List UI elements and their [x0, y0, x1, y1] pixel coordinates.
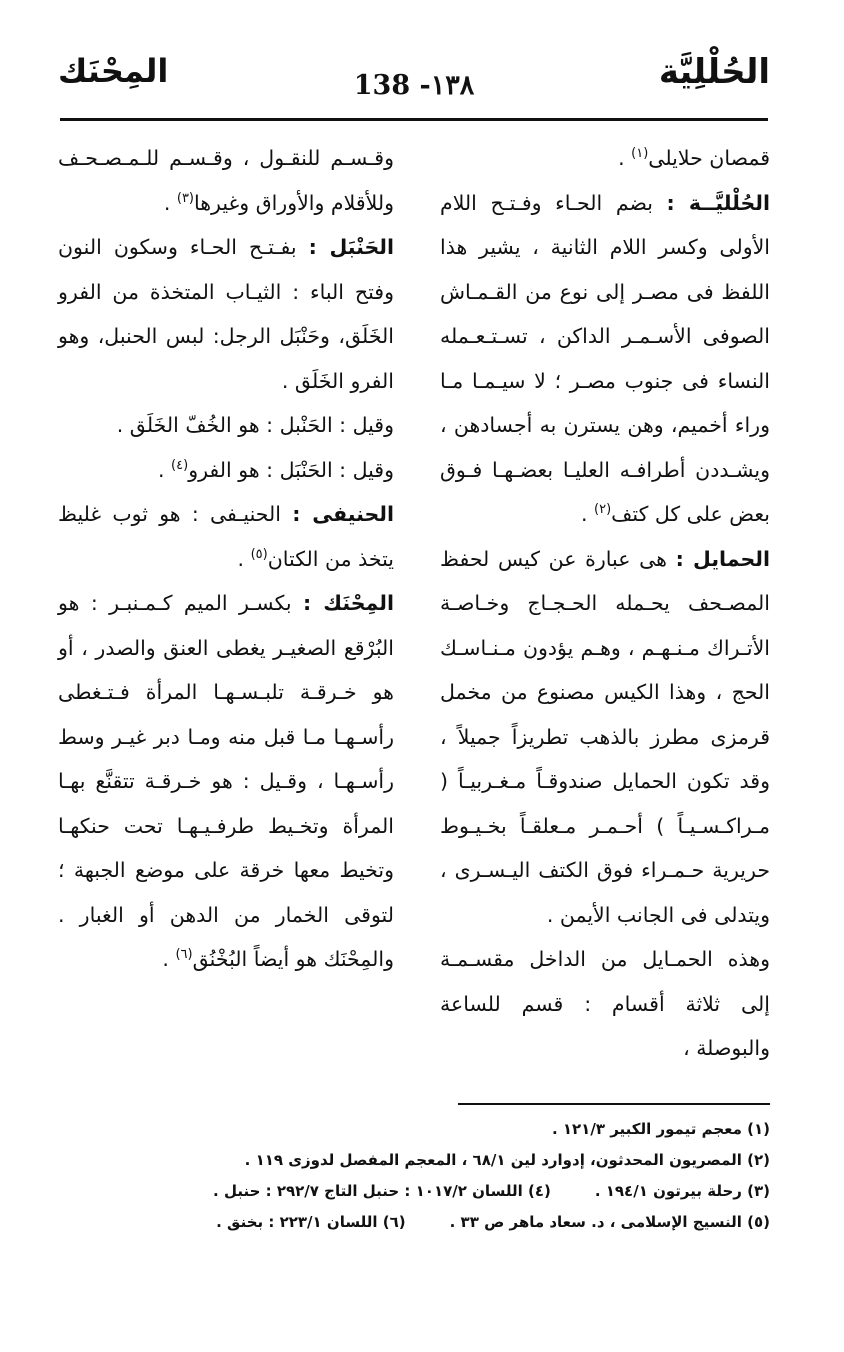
entry-term: المِحْنَك :	[303, 591, 394, 615]
paragraph	[58, 581, 394, 982]
footnote: (١) معجم تيمور الكبير ١٢١/٣ .	[551, 1120, 770, 1138]
entry-term: الحمايل :	[675, 546, 770, 571]
header-rule	[60, 118, 768, 121]
entry-end: .	[237, 546, 251, 571]
entry-end: .	[162, 947, 176, 971]
entry-text: هى عبارة عن كيس لحفظ المصـحف يحـمله الحـجـاج وخـاصـة الأتـراك مـنـهـم ، وهـم يؤدون مـنـاسـك الحج ، وهذا الكيس مصنوع من مخمل قرمزى مطرز بالذهب تطريزاً جميلاً ، وقد تكون الحمايل صندوقـاً مـغـربيـاً ( مـراكـسـيـاً ) أحـمـر مـعلقـاً بخـيـوط حريرية حـمـراء فوق الكتف اليـسـرى ، ويتدلى فى الجانب الأيمن .	[440, 546, 770, 927]
paragraph	[440, 937, 770, 1071]
footnote: (٢) المصريون المحدثون، إدوارد لين ٦٨/١ ، المعجم المفصل لدوزى ١١٩ .	[244, 1151, 770, 1169]
left-column	[58, 136, 394, 982]
footnote: (٥) النسيج الإسلامى ، د. سعاد ماهر ص ٣٣ .	[449, 1213, 770, 1231]
footnote-ref: (٦)	[175, 947, 193, 963]
paragraph	[58, 403, 394, 448]
footnote-rule	[458, 1103, 770, 1105]
entry-text: قمصان حلايلى	[648, 146, 770, 170]
entry-end: .	[580, 502, 595, 526]
paragraph	[58, 225, 394, 403]
entry-text: بفـتـح الحـاء وسكون النون وفتح الباء : الثيـاب المتخذة من الفرو الخَلَق، وحَنْبَل الرجل: لبس الحنبل، وهو الفرو الخَلَق .	[58, 235, 394, 393]
entry-term: الحَنْبَل :	[308, 235, 394, 259]
entry-end: .	[618, 146, 632, 170]
footnote-line	[58, 1176, 770, 1207]
entry-end: .	[158, 457, 172, 482]
footnote: (٦) اللسان ٢٢٣/١ : بخنق .	[216, 1213, 406, 1231]
footnote: (٣) رحلة بيرتون ١٩٤/١ .	[594, 1182, 770, 1200]
footnote-ref: (٢)	[594, 502, 612, 518]
paragraph	[58, 136, 394, 225]
footnote-line	[58, 1207, 770, 1238]
page-number: 138 -١٣٨	[353, 70, 475, 101]
footnote-line	[58, 1145, 770, 1176]
entry-term: الحُلْليَّــة :	[666, 190, 770, 215]
footnote-ref: (٣)	[176, 190, 194, 206]
running-header	[58, 50, 770, 110]
entry-text: الحنيـفى : هو ثوب غليظ يتخذ من الكتان	[58, 502, 394, 571]
paragraph	[440, 537, 770, 938]
right-column	[440, 136, 770, 1071]
paragraph	[58, 492, 394, 581]
footnote-ref: (١)	[631, 146, 649, 162]
entry-term: الحنيفى :	[292, 502, 394, 526]
footnote-ref: (٤)	[171, 457, 189, 473]
entry-text: وهذه الحمـايل من الداخل مقسـمـة إلى ثلاثة أقسام : قسم للساعة والبوصلة ،	[440, 947, 770, 1060]
entry-text: بضم الحـاء وفـتـح اللام الأولى وكسر اللام الثانية ، يشير هذا اللفظ فى مصـر إلى نوع من القـمـاش الصوفى الأسـمـر الداكن ، تسـتـعـمله النساء فى جنوب مصـر ؛ لا سيـمـا مـا وراء أخميم، وهن يسترن به أجسادهن ، ويشـددن أطرافـه العليـا بعضـهـا فـوق بعض على كل كتف	[440, 190, 770, 526]
entry-text: وقيل : الحَنْبَل : هو الفرو	[188, 457, 394, 482]
paragraph	[58, 448, 394, 493]
footnote-ref: (٥)	[250, 546, 268, 562]
header-term-left: المِحْنَك	[58, 52, 169, 90]
header-term-right: الحُلْلِيَّة	[658, 52, 770, 92]
paragraph	[440, 136, 770, 181]
footnotes	[58, 1114, 770, 1238]
footnote-line	[58, 1114, 770, 1145]
entry-text: بكسـر الميم كـمـنبـر : هو البُرْقع الصغيـر يغطى العنق والصدر ، أو هو خـرقـة تلبـسـهـا المرأة فـتـغطى رأسـهـا مـا قبل منه ومـا دبر غيـر وسط رأسـهـا ، وقـيل : هو خـرقـة تتقنَّع بهـا المرأة وتخـيط طرفـيـهـا تحت حنكهـا وتخيط معها خرقة على موضع الجبهة ؛ لتوقى الخمار من الدهن أو الغبار . والمِحْنَك هو أيضاً البُخْنُق	[58, 591, 394, 971]
paragraph	[440, 181, 770, 537]
footnote: (٤) اللسان ١٠١٧/٢ : حنبل التاج ٢٩٢/٧ : حنبل .	[213, 1182, 551, 1200]
entry-text: وقـسـم للنقـول ، وقـسـم للـمـصـحـف وللأقلام والأوراق وغيرها	[58, 146, 394, 215]
entry-text: وقيل : الحَنْبل : هو الخُفّ الخَلَق .	[116, 413, 394, 437]
entry-end: .	[163, 190, 177, 215]
